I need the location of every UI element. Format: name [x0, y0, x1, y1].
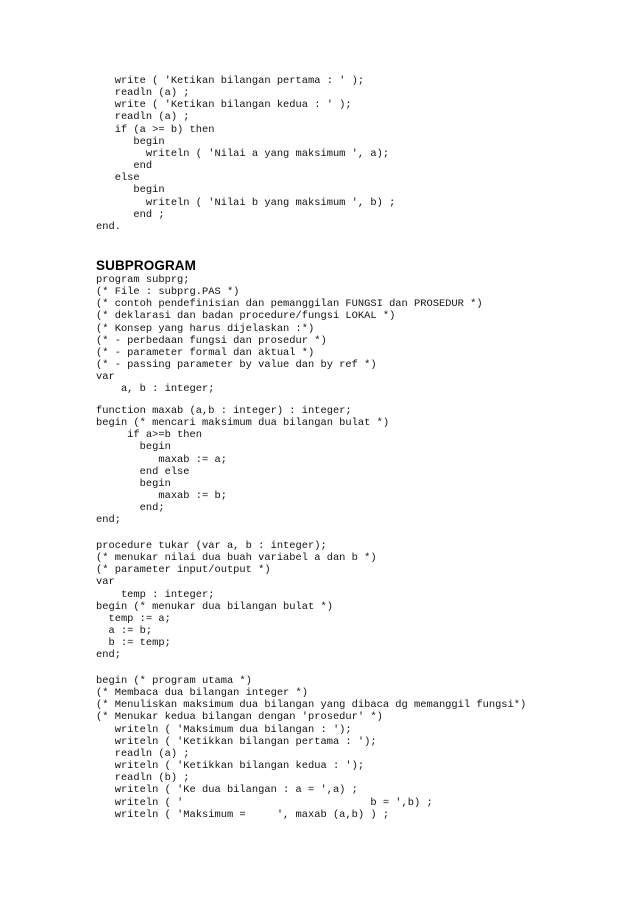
code-block-program-header: program subprg; (* File : subprg.PAS *) (* contoh pendefinisian dan pemanggilan FUNGSI dan PROSEDUR *) (* deklarasi dan badan procedure/fungsi LOKAL *) (* Konsep yang harus dijelaskan :*) (* - perbedaan fungsi dan prosedur *) (* - parameter formal dan aktual *) (* - passing parameter by value dan by ref *) var a, b : integer;: [96, 274, 483, 396]
section-heading: SUBPROGRAM: [96, 258, 197, 273]
code-block-main: begin (* program utama *) (* Membaca dua bilangan integer *) (* Menuliskan maksimum dua bilangan yang dibaca dg memanggil fungsi*) (* Menukar kedua bilangan dengan 'prosedur' *) writeln ( 'Maksimum dua bilangan : '); writeln ( 'Ketikkan bilangan pertama : '); readln (a) ; writeln ( 'Ketikkan bilangan kedua : '); readln (b) ; writeln ( 'Ke dua bilangan : a = ',a) ; writeln ( ' b = ',b) ; writeln ( 'Maksimum = ', maxab (a,b) ) ;: [96, 675, 527, 821]
code-block-top: write ( 'Ketikan bilangan pertama : ' ); readln (a) ; write ( 'Ketikan bilangan kedua : ' ); readln (a) ; if (a >= b) then begin writeln ( 'Nilai a yang maksimum ', a); end else begin writeln ( 'Nilai b yang maksimum ', b) ; end ; end.: [96, 75, 396, 233]
code-block-procedure: procedure tukar (var a, b : integer); (* menukar nilai dua buah variabel a dan b *) (* parameter input/output *) var temp : integer; begin (* menukar dua bilangan bulat *) temp := a; a := b; b := temp; end;: [96, 540, 377, 662]
code-block-function: function maxab (a,b : integer) : integer; begin (* mencari maksimum dua bilangan bulat *) if a>=b then begin maxab := a; end else begin maxab := b; end; end;: [96, 405, 390, 527]
